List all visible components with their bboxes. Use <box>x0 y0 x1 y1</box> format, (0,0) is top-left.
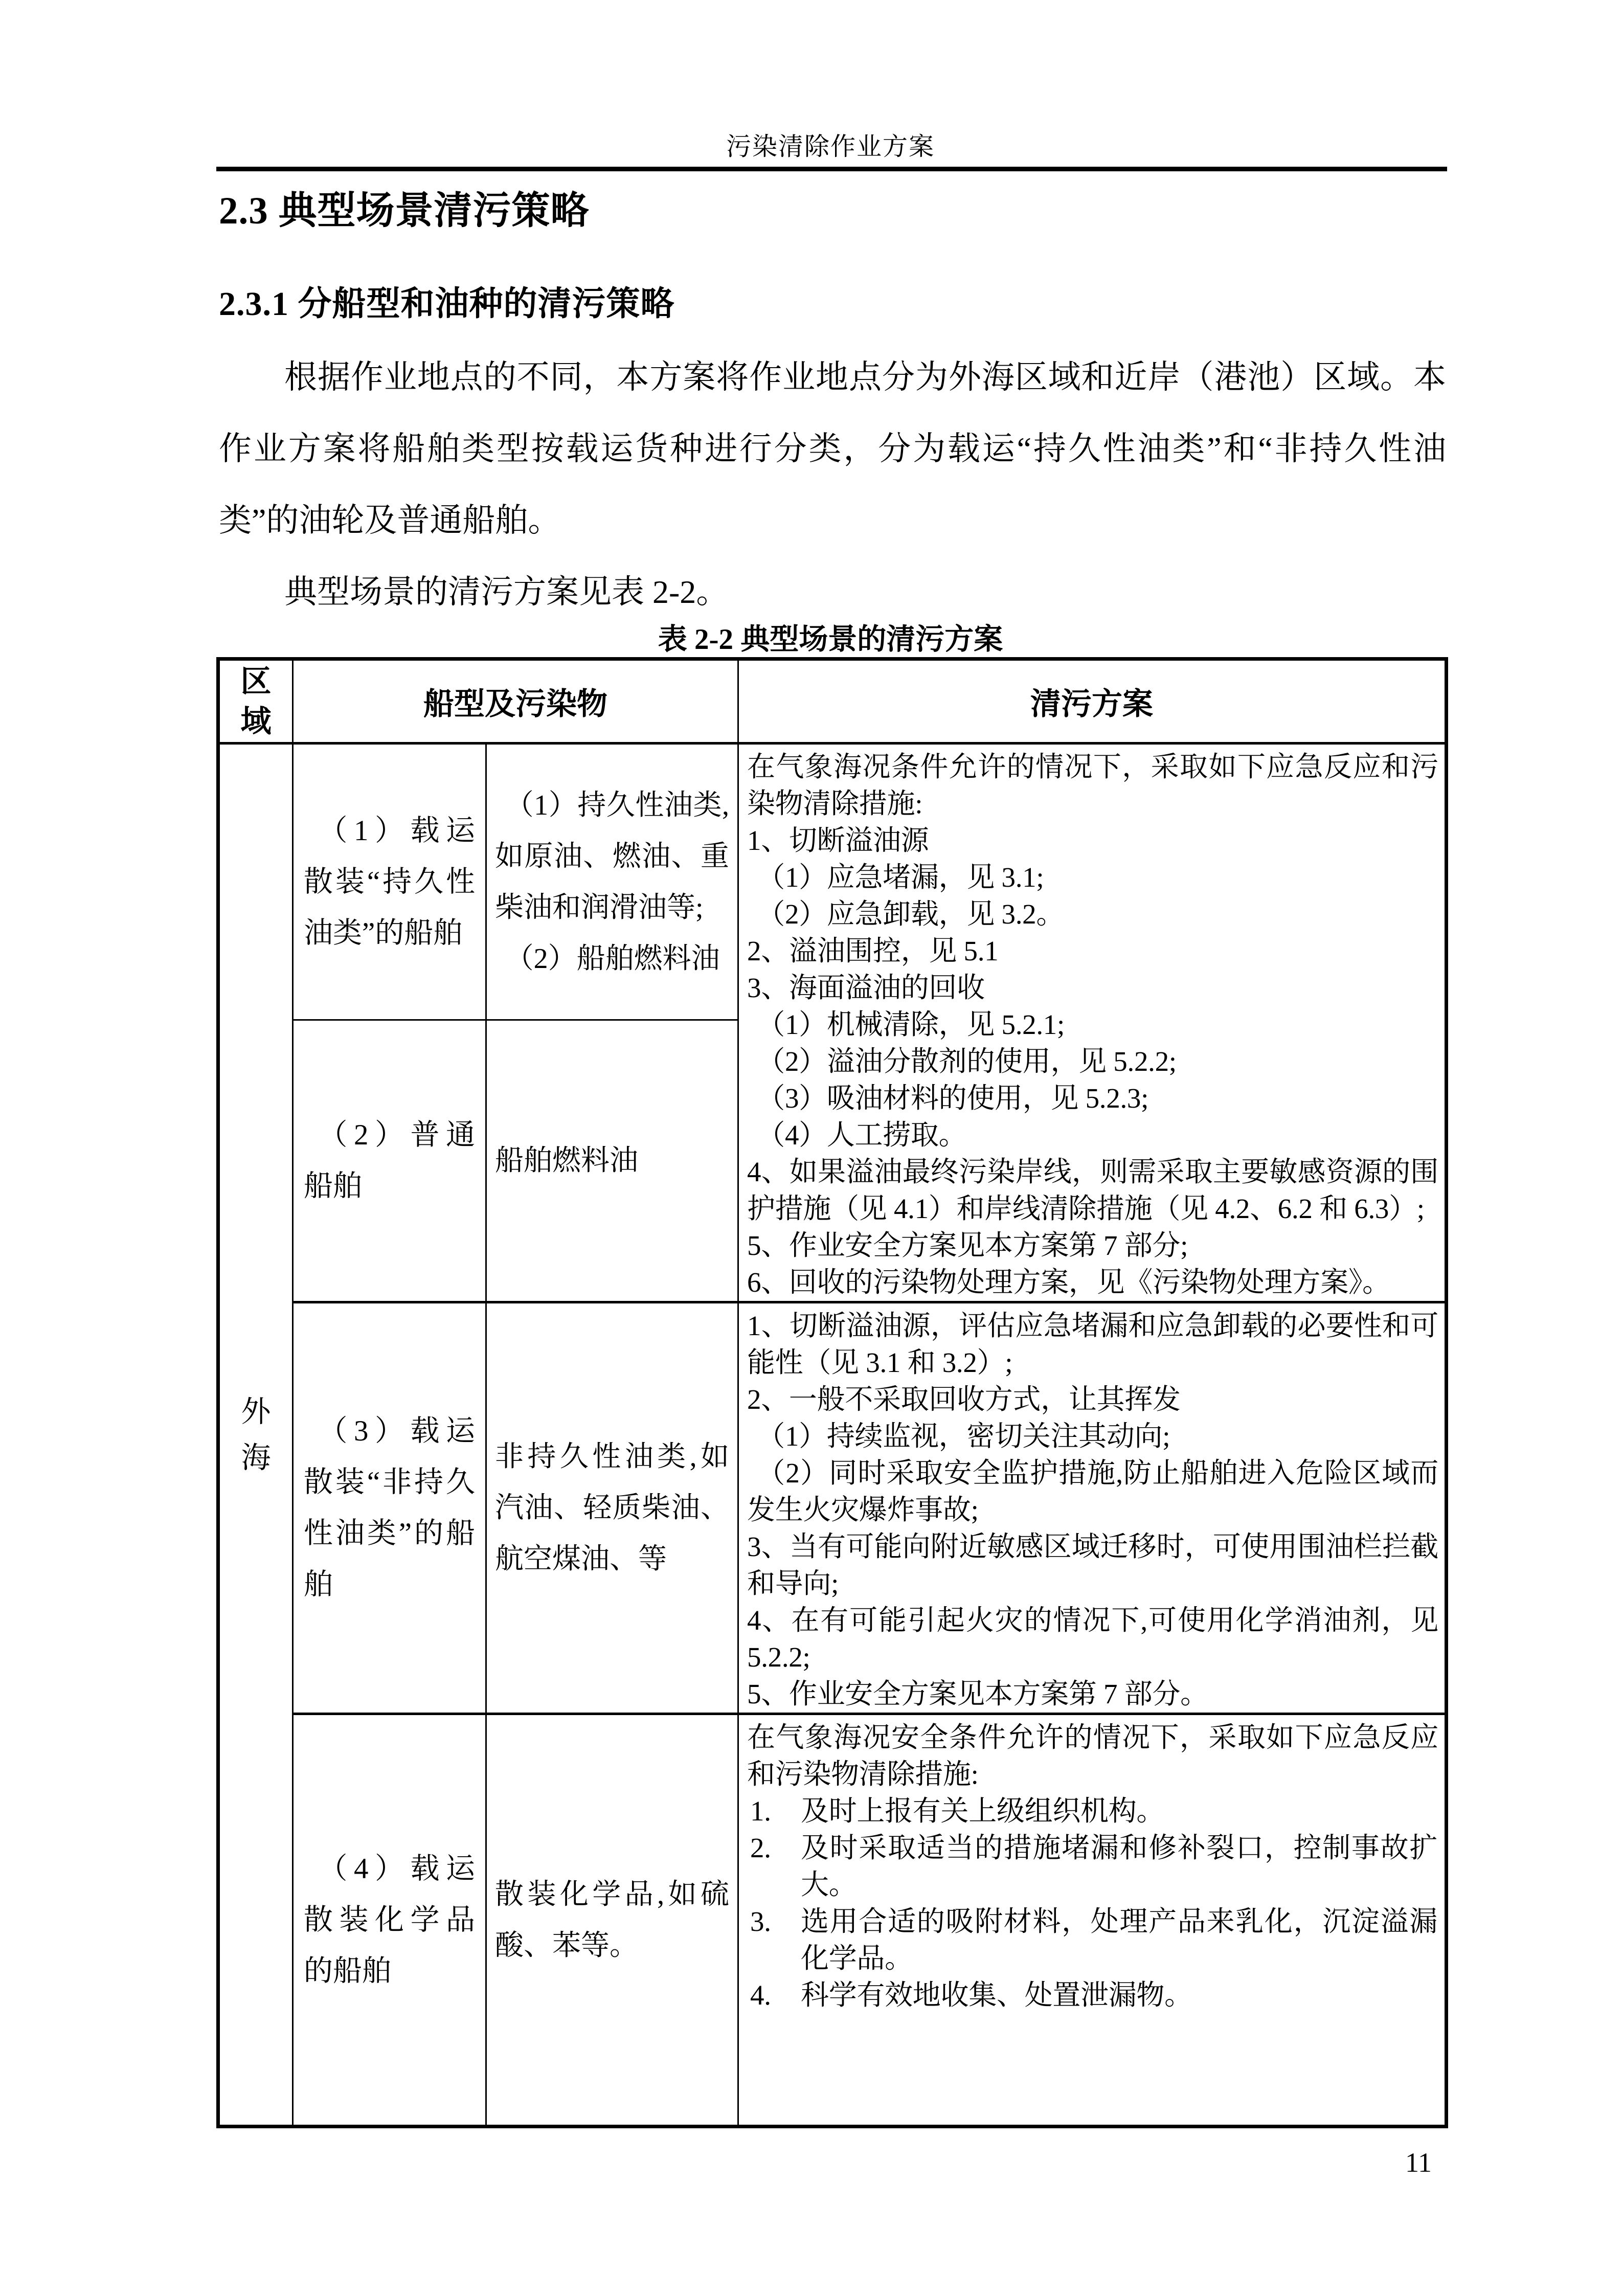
item-text: 选用合适的吸附材料，处理产品来乳化，沉淀溢漏化学品。 <box>801 1906 1437 1974</box>
pollutant-item: （2）船舶燃料油 <box>505 942 720 975</box>
plan-line: （3）吸油材料的使用，见 5.2.3; <box>757 1083 1149 1114</box>
plan-body <box>739 1715 1445 2014</box>
ship-type-4: （4）载运散装化学品的船舶 <box>304 1852 475 1987</box>
pollutant-item: 散装化学品,如硫酸、苯等。 <box>495 1878 729 1962</box>
region-cell <box>218 744 293 2127</box>
plan-body <box>739 1303 1445 1713</box>
plan-line: （1）持续监视，密切关注其动向; <box>757 1421 1170 1452</box>
table-header-row <box>218 659 1447 744</box>
plan-line: 3、海面溢油的回收 <box>747 972 985 1003</box>
plan-numbered-item <box>747 1830 1438 1903</box>
table-caption: 表 2-2 典型场景的清污方案 <box>658 623 1003 656</box>
plan-line: 2、溢油围控，见 5.1 <box>747 935 999 966</box>
region-header-cell <box>218 659 293 744</box>
table-row <box>218 1714 1447 2127</box>
plan-line: 4、如果溢油最终污染岸线，则需采取主要敏感资源的围护措施（见 4.1）和岸线清除措施（见 4.2、6.2 和 6.3）; <box>747 1156 1438 1224</box>
page-number: 11 <box>1405 2147 1432 2178</box>
intro-paragraph: 根据作业地点的不同，本方案将作业地点分为外海区域和近岸（港池）区域。本作业方案将船舶类型按载运货种进行分类，分为载运“持久性油类”和“非持久性油类”的油轮及普通船舶。 <box>219 359 1446 538</box>
pollutant-cell-2 <box>486 1020 738 1302</box>
plan-header-cell: 清污方案 <box>738 659 1447 744</box>
plan-line: 在气象海况条件允许的情况下，采取如下应急反应和污染物清除措施: <box>747 751 1438 819</box>
ship-type-2: （2）普通船舶 <box>304 1119 475 1203</box>
pollutant-item: （1）持久性油类,如原油、燃油、重柴油和润滑油等; <box>495 789 729 924</box>
section-heading: 2.3 典型场景清污策略 <box>219 190 590 232</box>
plan-numbered-item <box>747 1977 1438 2014</box>
plan-line: （4）人工捞取。 <box>757 1119 967 1151</box>
item-text: 科学有效地收集、处置泄漏物。 <box>801 1979 1192 2011</box>
plan-line: （1）应急堵漏，见 3.1; <box>757 862 1044 893</box>
intro-block <box>219 342 1446 628</box>
plan-numbered-item <box>747 1793 1438 1830</box>
region-header-label: 区域 <box>240 664 272 738</box>
pollutant-cell-1 <box>486 744 738 1020</box>
item-number: 4. <box>750 1979 771 2011</box>
plan-line: （2）同时采取安全监护措施,防止船舶进入危险区域而发生火灾爆炸事故; <box>747 1457 1438 1525</box>
plan-body <box>739 745 1445 1301</box>
plan-intro: 在气象海况安全条件允许的情况下，采取如下应急反应和污染物清除措施: <box>747 1722 1438 1790</box>
header-rule <box>216 167 1447 171</box>
subsection-heading: 2.3.1 分船型和油种的清污策略 <box>219 285 675 323</box>
region-label: 外海 <box>241 1394 271 1474</box>
pollutant-cell-4 <box>486 1714 738 2127</box>
plan-line: 5、作业安全方案见本方案第 7 部分; <box>747 1230 1188 1261</box>
table-row <box>218 1302 1447 1714</box>
pollutant-item: 非持久性油类,如汽油、轻质柴油、航空煤油、等 <box>495 1441 729 1575</box>
plan-cell-rows-1-2 <box>738 744 1447 1302</box>
plan-numbered-item <box>747 1903 1438 1977</box>
table-row <box>218 744 1447 1020</box>
plan-line: （2）应急卸载，见 3.2。 <box>757 898 1065 930</box>
plan-line: （2）溢油分散剂的使用，见 5.2.2; <box>757 1046 1177 1077</box>
plan-line: 1、切断溢油源，评估应急堵漏和应急卸载的必要性和可能性（见 3.1 和 3.2）; <box>747 1310 1438 1378</box>
ship-type-1: （1）载运散装“持久性油类”的船舶 <box>304 814 475 949</box>
plan-line: 6、回收的污染物处理方案，见《污染物处理方案》。 <box>747 1267 1390 1298</box>
ship-cell-3 <box>293 1302 486 1714</box>
ship-cell-1 <box>293 744 486 1020</box>
plan-line: 4、在有可能引起火灾的情况下,可使用化学消油剂，见 5.2.2; <box>747 1605 1438 1673</box>
ship-cell-2 <box>293 1020 486 1302</box>
ship-pollutant-header-cell: 船型及污染物 <box>293 659 738 744</box>
plan-line: 2、一般不采取回收方式，让其挥发 <box>747 1384 1181 1415</box>
item-number: 1. <box>750 1795 771 1827</box>
table-reference: 典型场景的清污方案见表 2-2。 <box>284 574 729 610</box>
running-header: 污染清除作业方案 <box>726 132 935 161</box>
item-number: 2. <box>750 1832 771 1863</box>
pollutant-item: 船舶燃料油 <box>495 1145 638 1177</box>
item-text: 及时采取适当的措施堵漏和修补裂口，控制事故扩大。 <box>801 1832 1437 1900</box>
ship-type-3: （3）载运散装“非持久性油类”的船舶 <box>304 1415 475 1601</box>
item-number: 3. <box>750 1906 771 1937</box>
plan-line: 5、作业安全方案见本方案第 7 部分。 <box>747 1678 1208 1709</box>
pollutant-cell-3 <box>486 1302 738 1714</box>
plan-cell-row-3 <box>738 1302 1447 1714</box>
ship-cell-4 <box>293 1714 486 2127</box>
plan-cell-row-4 <box>738 1714 1447 2127</box>
item-text: 及时上报有关上级组织机构。 <box>801 1795 1165 1827</box>
scenario-table <box>216 657 1448 2128</box>
plan-line: 1、切断溢油源 <box>747 825 929 856</box>
plan-line: 3、当有可能向附近敏感区域迁移时，可使用围油栏拦截和导向; <box>747 1531 1438 1599</box>
plan-line: （1）机械清除，见 5.2.1; <box>757 1009 1065 1040</box>
